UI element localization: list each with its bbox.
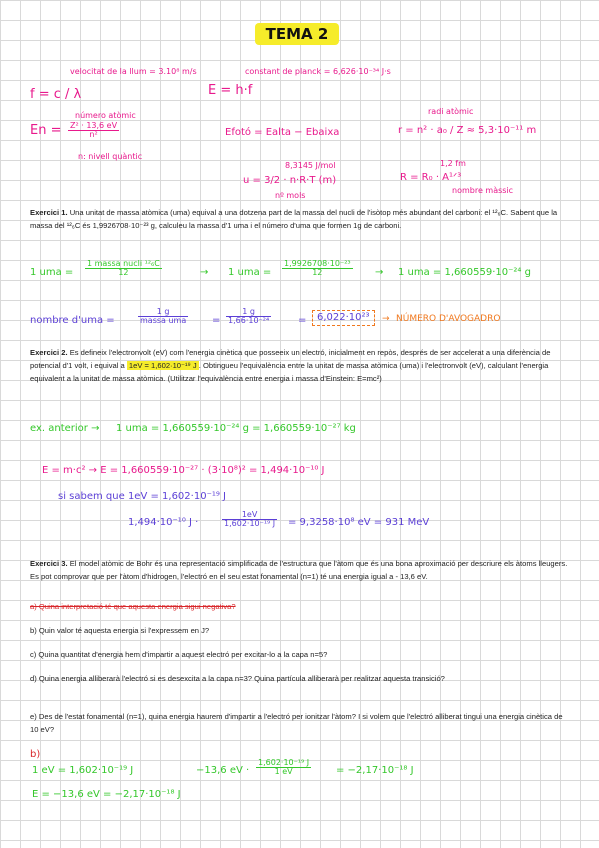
ex1-line1-lhs: 1 uma = [30, 267, 74, 278]
ex1-line1-b-lhs: 1 uma = [228, 267, 272, 278]
u-note: 8,3145 J/mol [285, 161, 336, 170]
r-equation: r = n² · a₀ / Z ≈ 5,3·10⁻¹¹ m [398, 125, 537, 136]
ex3-b-frac-den: 1 eV [274, 767, 293, 776]
r-note: radi atòmic [428, 107, 474, 116]
exercise-1-label: Exercici 1. [30, 208, 68, 217]
ex3-b-line1: 1 eV = 1,602·10⁻¹⁹ J [32, 765, 134, 776]
ex3-b-line1b: −13,6 eV · [196, 765, 250, 776]
exercise-1-text: Una unitat de massa atòmica (uma) equival a una dotzena part de la massa del nucli de l'isòtop més abundant del carboni: el ¹²₆C. Sabent que la massa del ¹²₆C és 1,9926708·10⁻²³ g, calculeu la massa d'1 uma i el número d'uma que formen 1g de carboni. [30, 208, 558, 230]
en-numerator: Z² · 13,6 eV [70, 121, 118, 130]
exercise-3-statement [30, 557, 570, 583]
ex1-frac-a-num: 1 massa nucli ¹²₆C [87, 259, 160, 268]
exercise-2-text-b: . Obtingueu l'equivalència entre la unitat de massa atòmica (uma) i l'electronvolt (eV), calculant l'energia equivalent a la unitat de massa atòmica. (Utilitzar l'equivalència entre energia i massa d'Einstein: E=mc²) [30, 361, 549, 383]
ex1-frac-b-den: 12 [312, 268, 323, 277]
f-equation: f = c / λ [30, 87, 82, 102]
ex2-frac-den: 1,602·10⁻¹⁹ J [224, 519, 276, 528]
answer-b-label: b) [30, 749, 41, 760]
exercise-3-text: El model atòmic de Bohr és una representació simplificada de l'estructura que l'àtom que és una bona aproximació per descriure els àtoms lleugers. Es pot comprovar que per l'àtom d'hidrogen, l'electró en el seu estat fonamental (n=1) té una energia igual a - 13,6 eV. [30, 559, 568, 581]
question-c: c) Quina quantitat d'energia hem d'impartir a aquest electró per excitar-lo a la capa n=5? [30, 650, 328, 659]
ex1-avogadro-result: 6,022·10²³ [312, 310, 375, 326]
e-equation: E = h·f [208, 83, 253, 98]
ev-highlight: 1eV = 1,602·10⁻¹⁹ J [128, 361, 197, 370]
ex1-equals-1: = [212, 315, 221, 326]
ex1-frac-a-den: 12 [118, 268, 129, 277]
exercise-2-text-a: Es defineix l'electronvolt (eV) com l'energia cinètica que posseeix un electró, inicialment en repòs, després de ser accelerat a una diferència de potencial d'1 volt, i equival a [30, 348, 551, 370]
light-speed-note: velocitat de la llum = 3.10⁸ m/s [70, 67, 197, 76]
question-d: d) Quina energia alliberarà l'electró si es desexcita a la capa n=3? Quina partícula alliberarà per realitzar aquesta transició? [30, 674, 445, 683]
ex2-frac-num: 1eV [222, 511, 277, 520]
en-fraction [68, 122, 119, 139]
ex1-arrow1: → [200, 267, 209, 278]
exercise-2-statement [30, 346, 570, 385]
en-denominator: n² [89, 130, 98, 139]
en-n-note: n: nivell quàntic [78, 152, 143, 161]
ex2-line4-a: 1,494·10⁻¹⁰ J · [128, 517, 199, 528]
avogadro-note: NÚMERO D'AVOGADRO [396, 314, 501, 324]
ex1-frac-c-num: 1 g [138, 308, 188, 317]
ex1-equals-2: = [298, 315, 307, 326]
planck-note: constant de planck = 6,626·10⁻³⁴ J·s [245, 67, 391, 76]
ex1-arrow2: → [375, 267, 384, 278]
ex2-line3: si sabem que 1eV = 1,602·10⁻¹⁹ J [58, 491, 226, 502]
ex1-fraction-a [85, 260, 162, 277]
ex1-frac-d-num: 1 g [226, 308, 271, 317]
r0-note: 1,2 fm [440, 159, 466, 168]
ex1-frac-b-num: 1,9926708·10⁻²³ [284, 259, 351, 268]
ex1-fraction-c [138, 308, 188, 325]
ex2-line4-b: = 9,3258·10⁸ eV = 931 MeV [288, 517, 430, 528]
exercise-2-label: Exercici 2. [30, 348, 68, 357]
ex1-fraction-b [282, 260, 353, 277]
ex2-fraction [222, 511, 277, 528]
exercise-3-label: Exercici 3. [30, 559, 68, 568]
question-a: a) Quina interpretació té que aquesta energia sigui negativa? [30, 602, 236, 611]
exercise-1-statement [30, 206, 570, 232]
nucleus-radius-equation: R = R₀ · A¹ᐟ³ [400, 172, 462, 183]
en-label: En = [30, 123, 62, 138]
question-b: b) Quin valor té aquesta energia si l'expressem en J? [30, 626, 210, 635]
ex3-b-frac-num: 1,602·10⁻¹⁹ J [258, 758, 310, 767]
ex3-b-line2: E = −13,6 eV = −2,17·10⁻¹⁸ J [32, 789, 181, 800]
ex1-line2-lhs: nombre d'uma = [30, 315, 115, 326]
page-title: TEMA 2 [255, 23, 339, 45]
en-z-note: número atòmic [75, 111, 136, 120]
u-equation: u = 3/2 · n·R·T (m) [243, 175, 337, 186]
ex1-frac-c-den: massa uma [140, 316, 187, 325]
ex1-result-1: 1 uma = 1,660559·10⁻²⁴ g [398, 267, 531, 278]
mass-number-note: nombre màssic [452, 186, 514, 195]
ex1-fraction-d [226, 308, 271, 325]
ex1-arrow3: → [382, 314, 390, 324]
ex3-b-fraction [256, 759, 311, 776]
question-e: e) Des de l'estat fonamental (n=1), quina energia haurem d'impartir a l'electró per ionitzar l'àtom? I si volem que l'electró alliberat tingui una energia cinètica de 10 eV? [30, 712, 563, 734]
ex1-frac-d-den: 1,66·10⁻²⁴ [228, 316, 270, 325]
u-mols-note: nº mols [275, 191, 306, 200]
ex3-b-line1c: = −2,17·10⁻¹⁸ J [336, 765, 414, 776]
ex2-line2: E = m·c² → E = 1,660559·10⁻²⁷ · (3·10⁸)² = 1,494·10⁻¹⁰ J [42, 465, 325, 476]
efoto-equation: Efotó = Ealta − Ebaixa [225, 127, 340, 138]
ex2-line1: 1 uma = 1,660559·10⁻²⁴ g = 1,660559·10⁻²⁷ kg [116, 423, 356, 434]
ex2-line1-label: ex. anterior → [30, 423, 100, 434]
